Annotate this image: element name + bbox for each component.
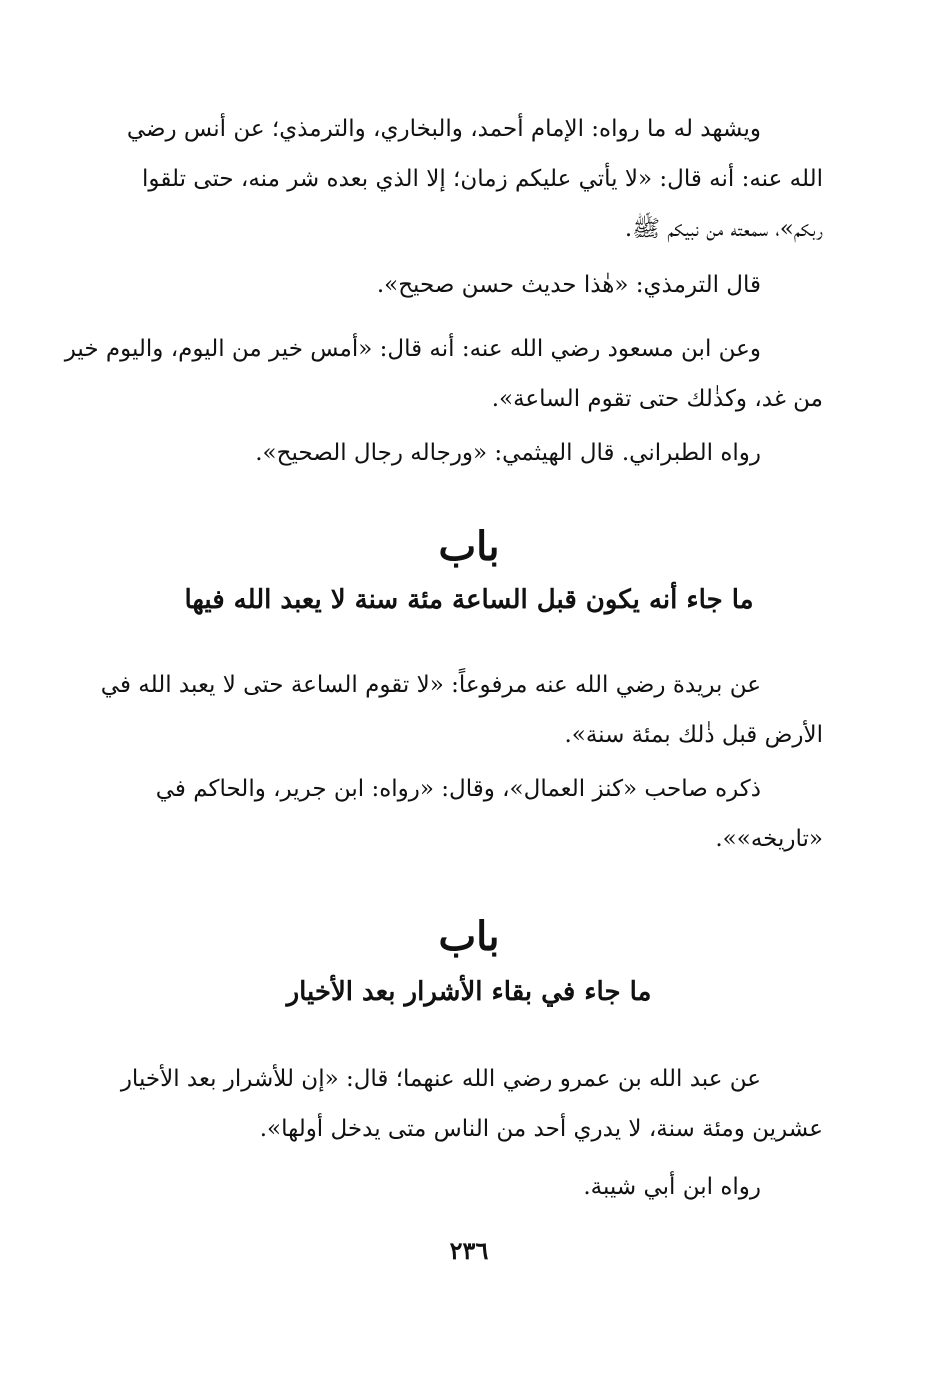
text-line: وعن ابن مسعود رضي الله عنه: أنه قال: «أمس خير من اليوم، واليوم خير: [64, 336, 761, 362]
paragraph-tabarani-narration: [101, 428, 823, 478]
text-line: الله عنه: أنه قال: «لا يأتي عليكم زمان؛ إلا الذي بعده شر منه، حتى تلقوا: [142, 166, 823, 192]
text-line: «تاريخه»».: [715, 826, 823, 852]
paragraph-ibn-abi-shaybah-narration: [101, 1162, 823, 1212]
paragraph-tirmidhi-grading: [101, 260, 823, 310]
text-line: قال الترمذي: «هٰذا حديث حسن صحيح».: [376, 272, 761, 298]
chapter-title: ما جاء أنه يكون قبل الساعة مئة سنة لا يعبد الله فيها: [184, 585, 754, 615]
text-line: رواه الطبراني. قال الهيثمي: «ورجاله رجال الصحيح».: [255, 440, 761, 466]
text-line: ذكره صاحب «كنز العمال»، وقال: «رواه: ابن جرير، والحاكم في: [155, 776, 761, 802]
text-line: ويشهد له ما رواه: الإمام أحمد، والبخاري، والترمذي؛ عن أنس رضي: [126, 116, 761, 142]
paragraph-ibn-masud-hadith: [64, 324, 823, 424]
paragraph-abdullah-ibn-amr-hadith: [101, 1054, 823, 1154]
paragraph-buraydah-hadith: [101, 660, 823, 760]
section-heading-bab: باب: [438, 523, 500, 570]
page-number: ٢٣٦: [449, 1236, 489, 1265]
chapter-title: ما جاء في بقاء الأشرار بعد الأخيار: [286, 977, 652, 1007]
paragraph-anas-hadith: [101, 104, 823, 254]
text-line: رواه ابن أبي شيبة.: [583, 1174, 761, 1200]
text-line: الأرض قبل ذٰلك بمئة سنة».: [564, 722, 823, 748]
paragraph-kanz-al-ummal-reference: [101, 764, 823, 864]
text-line: من غد، وكذٰلك حتى تقوم الساعة».: [491, 386, 823, 412]
text-line: عشرين ومئة سنة، لا يدري أحد من الناس متى يدخل أولها».: [259, 1116, 823, 1142]
text-line: عن بريدة رضي الله عنه مرفوعاً: «لا تقوم الساعة حتى لا يعبد الله في: [100, 672, 761, 698]
section-heading-bab: باب: [438, 913, 500, 960]
text-line: عن عبد الله بن عمرو رضي الله عنهما؛ قال: «إن للأشرار بعد الأخيار: [120, 1066, 761, 1092]
text-line: ربكم»، سمعته من نبيكم ﷺ.: [624, 216, 823, 242]
